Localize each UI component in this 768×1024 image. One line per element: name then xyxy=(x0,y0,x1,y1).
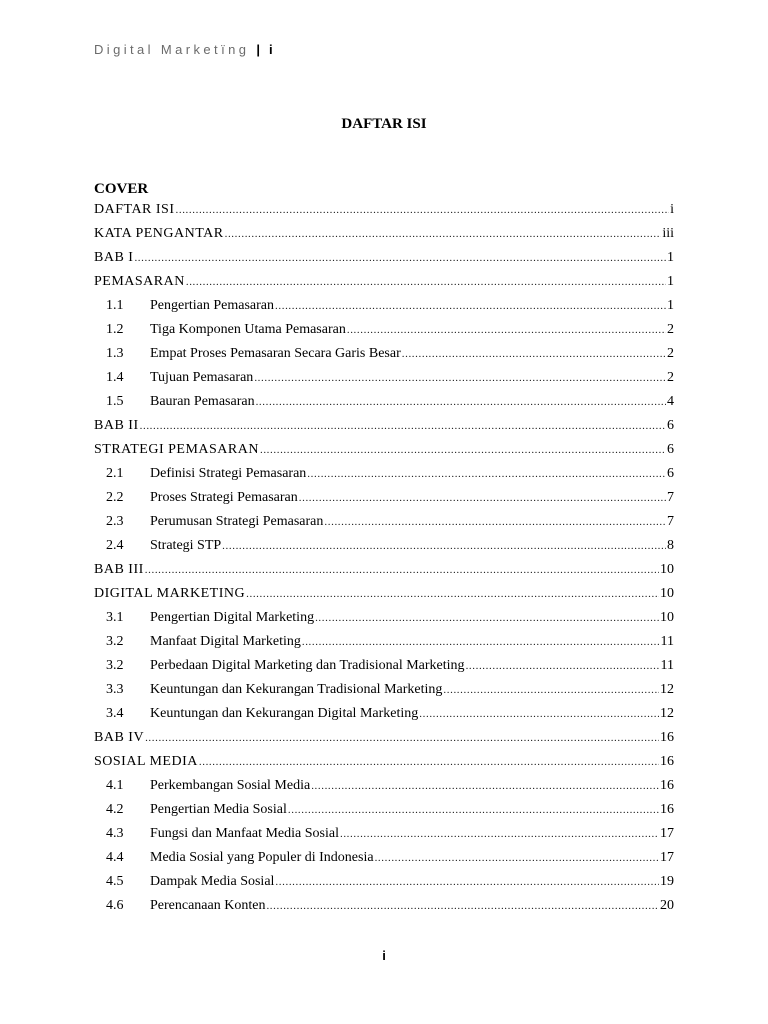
toc-entry-label: Keuntungan dan Kekurangan Tradisional Marketing xyxy=(150,682,443,697)
toc-entry-label: STRATEGI PEMASARAN xyxy=(94,442,259,457)
toc-entry-page: 6 xyxy=(667,442,674,457)
toc-entry[interactable] xyxy=(94,630,674,654)
toc-entry-number: 3.4 xyxy=(106,706,124,721)
toc-entry-page: 4 xyxy=(667,394,674,409)
toc-entry-label: Manfaat Digital Marketing xyxy=(150,634,301,649)
toc-entry-page: 12 xyxy=(660,682,674,697)
toc-leader-dots xyxy=(145,726,659,750)
toc-leader-dots xyxy=(145,558,659,582)
toc-leader-dots xyxy=(307,462,666,486)
toc-leader-dots xyxy=(260,438,666,462)
toc-entry-page: 11 xyxy=(660,634,674,649)
toc-entry[interactable] xyxy=(94,846,674,870)
toc-entry[interactable] xyxy=(94,438,674,462)
toc-leader-dots xyxy=(443,678,659,702)
toc-leader-dots xyxy=(275,294,666,318)
toc-entry-label: PEMASARAN xyxy=(94,274,185,289)
toc-entry[interactable] xyxy=(94,558,674,582)
toc-entry-page: 10 xyxy=(660,610,674,625)
toc-entry-page: 8 xyxy=(667,538,674,553)
toc-entry[interactable] xyxy=(94,726,674,750)
toc-entry-label: BAB IV xyxy=(94,730,145,745)
toc-entry-label: Pengertian Pemasaran xyxy=(150,298,275,313)
toc-leader-dots xyxy=(140,414,666,438)
toc-entry[interactable] xyxy=(94,606,674,630)
toc-leader-dots xyxy=(266,894,659,918)
toc-entry-number: 4.1 xyxy=(106,778,124,793)
toc-leader-dots xyxy=(256,390,666,414)
toc-entry-number: 1.4 xyxy=(106,370,124,385)
toc-leader-dots xyxy=(402,342,666,366)
toc-entry[interactable] xyxy=(94,774,674,798)
toc-entry-label: Strategi STP xyxy=(150,538,222,553)
toc-entry-page: 17 xyxy=(660,850,674,865)
toc-entry[interactable] xyxy=(94,270,674,294)
toc-leader-dots xyxy=(186,270,666,294)
toc-leader-dots xyxy=(466,654,660,678)
toc-leader-dots xyxy=(288,798,659,822)
toc-leader-dots xyxy=(254,366,666,390)
toc-entry[interactable] xyxy=(94,750,674,774)
toc-entry-label: Pengertian Media Sosial xyxy=(150,802,287,817)
table-of-contents xyxy=(94,198,674,918)
header-title: Digital Marketïng xyxy=(94,42,250,57)
toc-entry-label: DIGITAL MARKETING xyxy=(94,586,246,601)
toc-leader-dots xyxy=(225,222,662,246)
toc-entry-number: 3.3 xyxy=(106,682,124,697)
toc-entry-label: Media Sosial yang Populer di Indonesia xyxy=(150,850,374,865)
toc-entry[interactable] xyxy=(94,510,674,534)
cover-entry: COVER xyxy=(94,181,149,197)
toc-entry-page: 10 xyxy=(660,586,674,601)
toc-entry[interactable] xyxy=(94,246,674,270)
toc-entry-label: Perumusan Strategi Pemasaran xyxy=(150,514,324,529)
toc-entry-label: BAB I xyxy=(94,250,134,265)
toc-entry-number: 4.3 xyxy=(106,826,124,841)
toc-entry[interactable] xyxy=(94,366,674,390)
toc-entry-page: 10 xyxy=(660,562,674,577)
toc-entry-label: BAB II xyxy=(94,418,139,433)
toc-entry[interactable] xyxy=(94,798,674,822)
toc-entry[interactable] xyxy=(94,654,674,678)
toc-entry-page: 20 xyxy=(660,898,674,913)
toc-entry[interactable] xyxy=(94,870,674,894)
header-page-number: i xyxy=(269,42,277,57)
toc-entry-page: 7 xyxy=(667,514,674,529)
toc-entry-label: Fungsi dan Manfaat Media Sosial xyxy=(150,826,339,841)
toc-entry-label: Keuntungan dan Kekurangan Digital Marketing xyxy=(150,706,419,721)
toc-entry-page: 11 xyxy=(660,658,674,673)
toc-leader-dots xyxy=(324,510,666,534)
toc-entry-label: Bauran Pemasaran xyxy=(150,394,255,409)
footer-page-number: i xyxy=(382,948,386,963)
toc-entry-label: Empat Proses Pemasaran Secara Garis Besar xyxy=(150,346,401,361)
toc-entry-page: 2 xyxy=(667,370,674,385)
toc-entry-label: Tiga Komponen Utama Pemasaran xyxy=(150,322,346,337)
toc-entry[interactable] xyxy=(94,486,674,510)
toc-entry-label: Dampak Media Sosial xyxy=(150,874,275,889)
toc-entry[interactable] xyxy=(94,342,674,366)
toc-entry-number: 2.3 xyxy=(106,514,124,529)
toc-leader-dots xyxy=(311,774,659,798)
toc-entry-page: 19 xyxy=(660,874,674,889)
toc-entry-number: 1.1 xyxy=(106,298,124,313)
toc-entry[interactable] xyxy=(94,822,674,846)
toc-entry-number: 3.2 xyxy=(106,658,124,673)
toc-entry-number: 4.4 xyxy=(106,850,124,865)
toc-entry-number: 4.6 xyxy=(106,898,124,913)
toc-entry-label: DAFTAR ISI xyxy=(94,202,175,217)
toc-entry-number: 1.3 xyxy=(106,346,124,361)
toc-entry-label: Perencanaan Konten xyxy=(150,898,266,913)
toc-entry-label: SOSIAL MEDIA xyxy=(94,754,198,769)
toc-entry[interactable] xyxy=(94,294,674,318)
toc-entry-number: 1.2 xyxy=(106,322,124,337)
toc-entry-page: 1 xyxy=(667,250,674,265)
toc-entry-label: Definisi Strategi Pemasaran xyxy=(150,466,307,481)
toc-entry-number: 4.2 xyxy=(106,802,124,817)
toc-entry[interactable] xyxy=(94,894,674,918)
toc-entry-page: 6 xyxy=(667,466,674,481)
toc-entry[interactable] xyxy=(94,702,674,726)
toc-leader-dots xyxy=(275,870,659,894)
toc-entry-page: 1 xyxy=(667,298,674,313)
toc-leader-dots xyxy=(302,630,660,654)
toc-leader-dots xyxy=(375,846,659,870)
toc-entry[interactable] xyxy=(94,318,674,342)
toc-entry-number: 1.5 xyxy=(106,394,124,409)
toc-entry-page: 6 xyxy=(667,418,674,433)
toc-entry-label: Perkembangan Sosial Media xyxy=(150,778,311,793)
toc-entry-label: Tujuan Pemasaran xyxy=(150,370,254,385)
toc-entry-number: 4.5 xyxy=(106,874,124,889)
toc-entry-number: 2.4 xyxy=(106,538,124,553)
running-header xyxy=(94,42,276,57)
toc-entry[interactable] xyxy=(94,534,674,558)
toc-entry-page: 16 xyxy=(660,778,674,793)
toc-leader-dots xyxy=(347,318,666,342)
toc-entry[interactable] xyxy=(94,678,674,702)
toc-entry-page: iii xyxy=(662,226,674,241)
toc-entry-page: 17 xyxy=(660,826,674,841)
toc-entry-number: 2.1 xyxy=(106,466,124,481)
header-separator: | xyxy=(256,42,262,57)
toc-entry-number: 3.2 xyxy=(106,634,124,649)
toc-entry-label: Pengertian Digital Marketing xyxy=(150,610,315,625)
toc-entry-page: 12 xyxy=(660,706,674,721)
toc-entry[interactable] xyxy=(94,414,674,438)
toc-entry-page: 1 xyxy=(667,274,674,289)
toc-leader-dots xyxy=(246,582,659,606)
page-title: DAFTAR ISI xyxy=(341,116,427,132)
toc-entry-page: 2 xyxy=(667,346,674,361)
toc-entry-page: i xyxy=(670,202,674,217)
toc-entry[interactable] xyxy=(94,222,674,246)
toc-leader-dots xyxy=(299,486,666,510)
toc-entry-label: KATA PENGANTAR xyxy=(94,226,224,241)
toc-entry-number: 3.1 xyxy=(106,610,124,625)
toc-leader-dots xyxy=(222,534,666,558)
toc-entry[interactable] xyxy=(94,582,674,606)
toc-leader-dots xyxy=(176,198,670,222)
toc-entry-label: Perbedaan Digital Marketing dan Tradisional Marketing xyxy=(150,658,465,673)
toc-leader-dots xyxy=(315,606,659,630)
toc-leader-dots xyxy=(340,822,659,846)
toc-entry-page: 16 xyxy=(660,730,674,745)
toc-entry-label: Proses Strategi Pemasaran xyxy=(150,490,298,505)
toc-entry-page: 2 xyxy=(667,322,674,337)
toc-leader-dots xyxy=(134,246,666,270)
toc-leader-dots xyxy=(419,702,659,726)
toc-leader-dots xyxy=(199,750,659,774)
toc-entry[interactable] xyxy=(94,462,674,486)
toc-entry-page: 16 xyxy=(660,802,674,817)
toc-entry-page: 16 xyxy=(660,754,674,769)
toc-entry-label: BAB III xyxy=(94,562,144,577)
toc-entry[interactable] xyxy=(94,390,674,414)
toc-entry-page: 7 xyxy=(667,490,674,505)
toc-entry-number: 2.2 xyxy=(106,490,124,505)
toc-entry[interactable] xyxy=(94,198,674,222)
